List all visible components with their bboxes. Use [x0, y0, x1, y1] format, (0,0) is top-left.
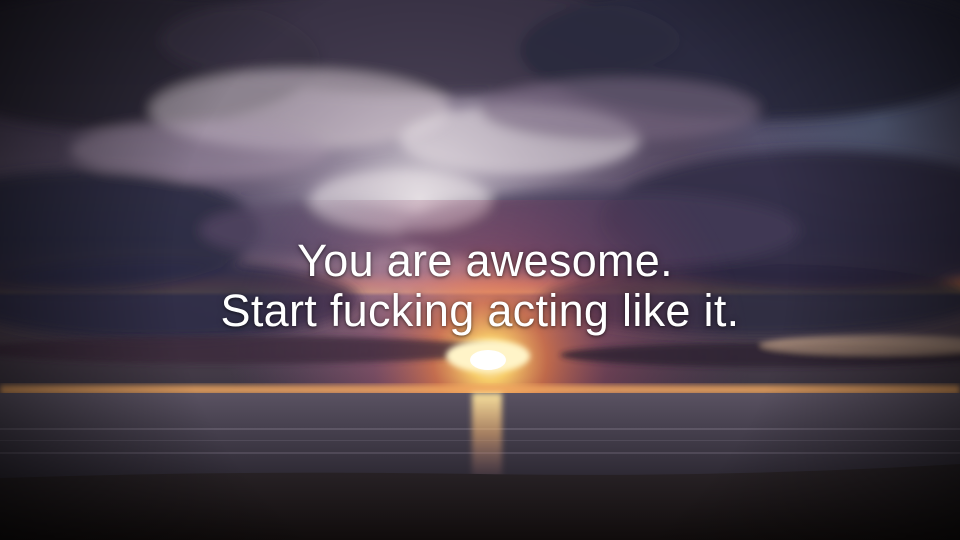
quote-line-2: Start fucking acting like it.: [220, 285, 740, 336]
motivational-quote: [0, 236, 960, 336]
quote-line-1: You are awesome.: [297, 235, 673, 286]
